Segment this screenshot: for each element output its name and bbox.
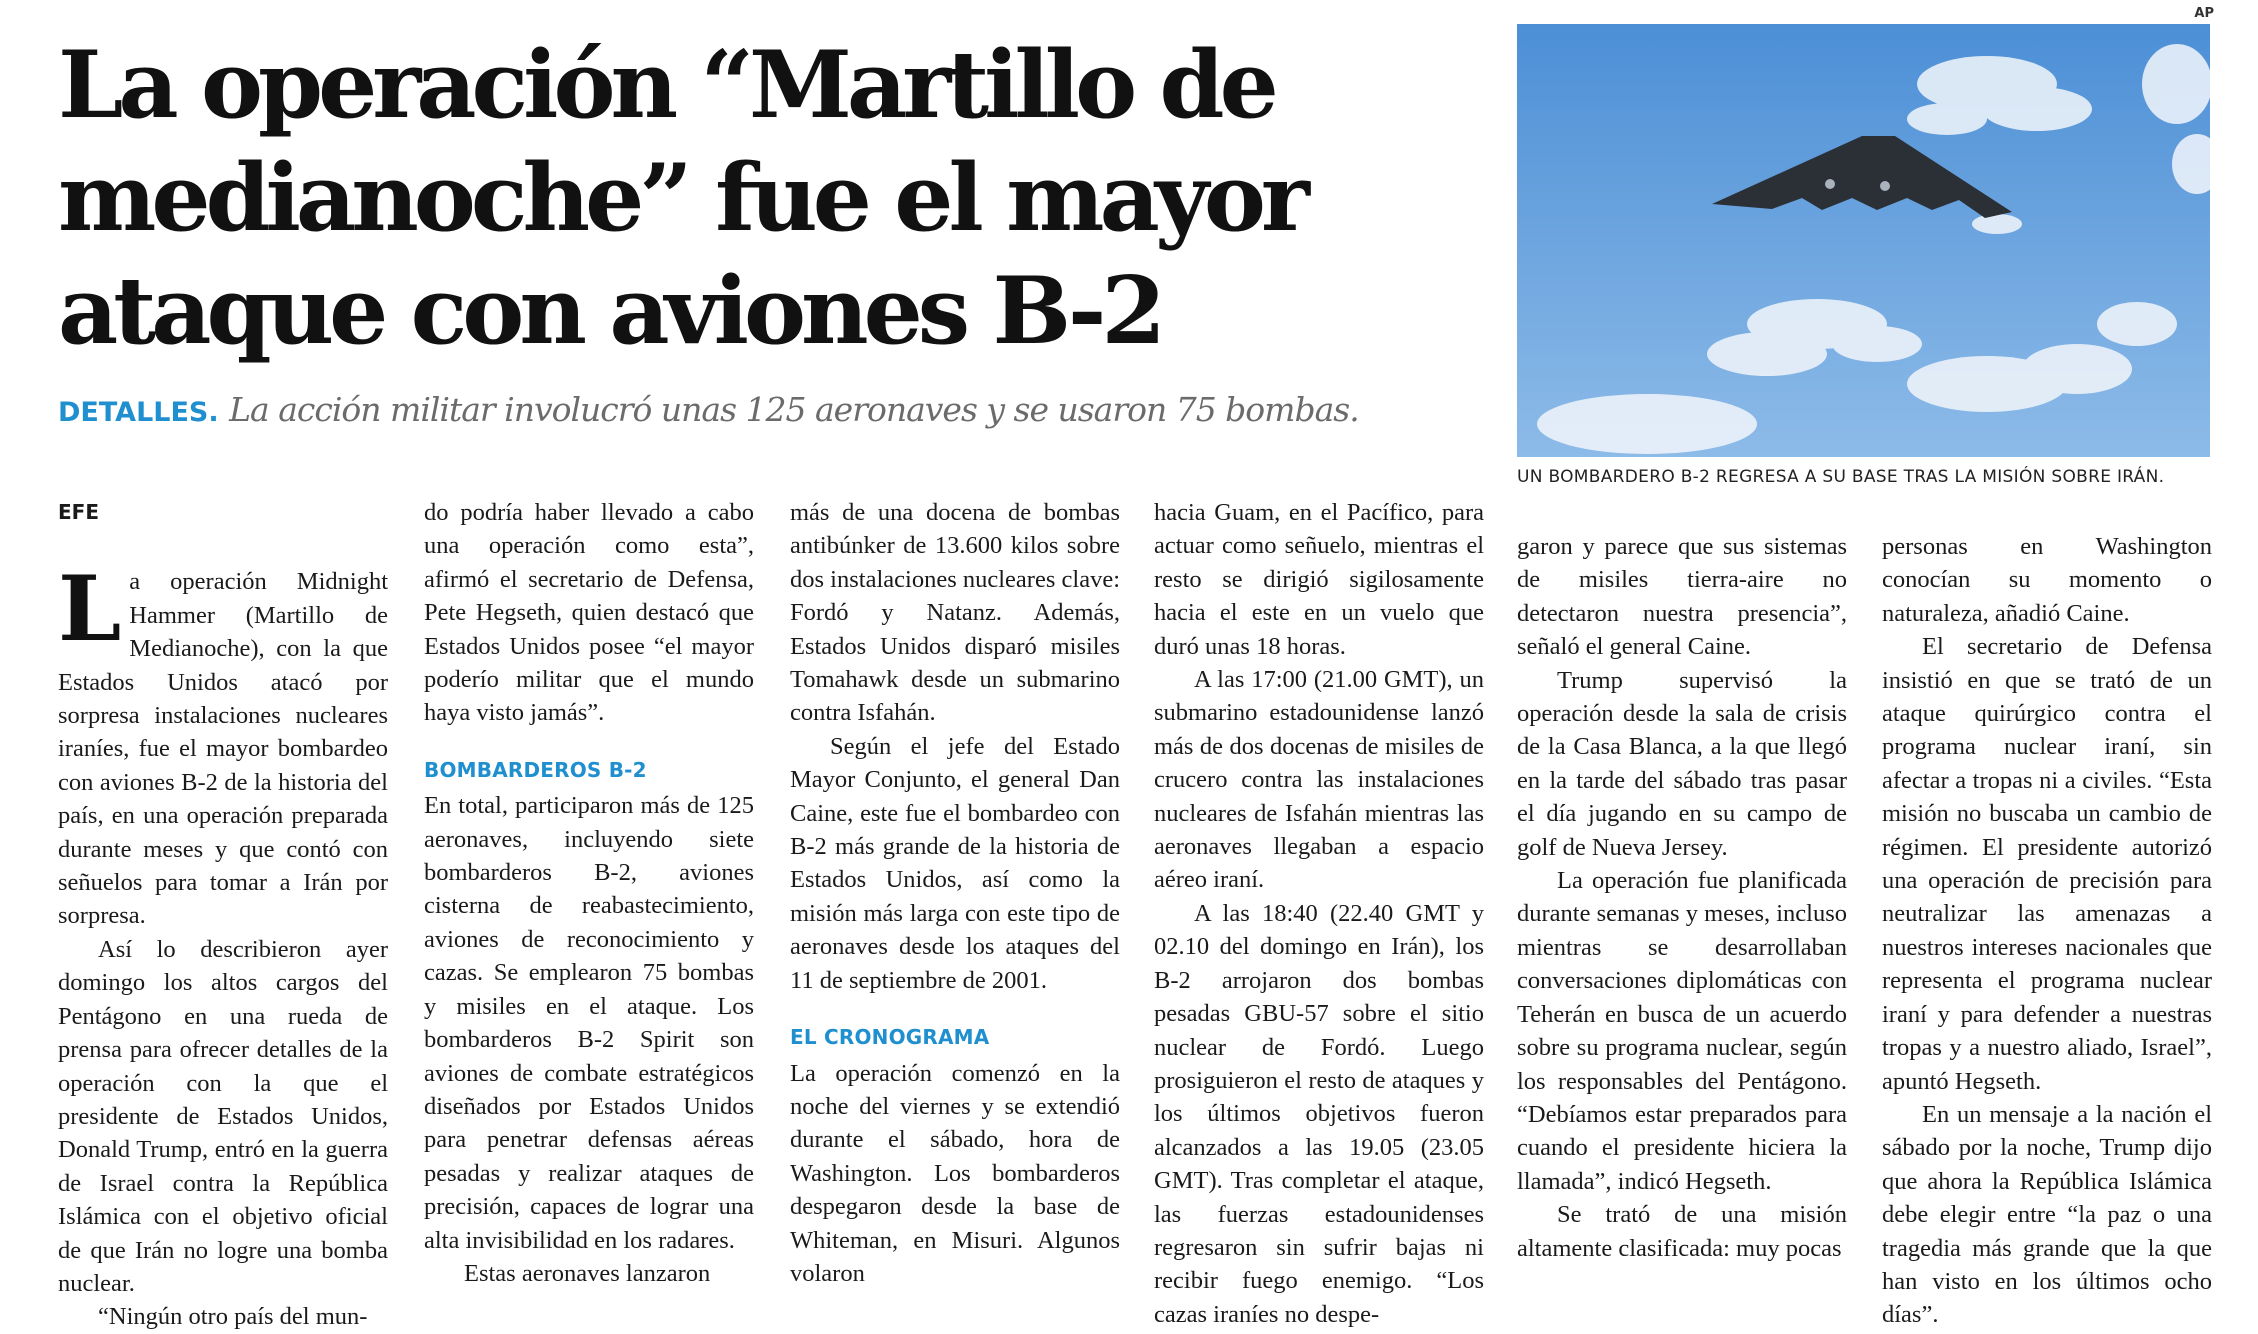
article-paragraph: más de una docena de bombas antibúnker de 13.600 kilos sobre dos instalaciones nucleares clave: Fordó y Natanz. Además, Estados Unidos disparó misiles Tomahawk desde un submarino contra Isfahán. xyxy=(790,499,1120,727)
article-paragraph: Según el jefe del Estado Mayor Conjunto, el general Dan Caine, este fue el bombardeo con B-2 más grande de la historia de Estados Unidos, así como la misión más larga con este tipo de aeronaves desde los ataques del 11 de septiembre de 2001. xyxy=(790,732,1120,994)
photo-caption: UN BOMBARDERO B-2 REGRESA A SU BASE TRAS LA MISIÓN SOBRE IRÁN. xyxy=(1517,467,2165,487)
article-paragraph: El secretario de Defensa insistió en que se trató de un ataque quirúrgico contra el programa nuclear iraní, sin afectar a tropas ni a civiles. “Esta misión no buscaba un cambio de régimen. El presidente autorizó una operación de precisión para neutralizar las amenazas a nuestros intereses nacionales que representa el programa nuclear iraní y para defender a nuestras tropas y a nuestro aliado, Israel”, apuntó Hegseth. xyxy=(1882,633,2212,1095)
article-paragraph: Así lo describieron ayer domingo los altos cargos del Pentágono en una rueda de prensa para ofrecer detalles de la operación con la que el presidente de Estados Unidos, Donald Trump, entró en la guerra de Israel contra la República Islámica con el objetivo oficial de que Irán no logre una bomba nuclear. xyxy=(58,935,388,1297)
sky xyxy=(1517,24,2210,457)
article-paragraph: “Ningún otro país del mun- xyxy=(98,1303,368,1331)
article-paragraph: La operación Midnight Hammer (Martillo de Medianoche), con la que Estados Unidos atacó por sorpresa instalaciones nucleares iraníes, fue el mayor bombardeo con aviones B-2 de la historia del país, en una operación preparada durante meses y que contó con señuelos para tomar a Irán por sorpresa. xyxy=(58,556,388,930)
byline: EFE xyxy=(58,500,99,524)
article-paragraph: En un mensaje a la nación el sábado por la noche, Trump dijo que ahora la República Islámica debe elegir entre “la paz o una tragedia más grande que la que han visto en los últimos ocho días”. xyxy=(1882,1100,2212,1329)
article-paragraph: Se trató de una misión altamente clasificada: muy pocas xyxy=(1517,1201,1847,1262)
article-paragraph: hacia Guam, en el Pacífico, para actuar como señuelo, mientras el resto se dirigió sigilosamente hacia el este en un vuelo que duró unas 18 horas. xyxy=(1154,499,1484,660)
drop-cap: L xyxy=(58,556,122,663)
article-column-1 xyxy=(58,496,388,1334)
article-paragraph: Trump supervisó la operación desde la sala de crisis de la Casa Blanca, a la que llegó en la tarde del sábado tras pasar el día jugando en su campo de golf de Nueva Jersey. xyxy=(1517,666,1847,861)
article-paragraph: La operación comenzó en la noche del viernes y se extendió durante el sábado, hora de Washington. Los bombarderos despegaron desde la base de Whiteman, en Misuri. Algunos volaron xyxy=(790,1059,1120,1287)
article-paragraph: personas en Washington conocían su momento o naturaleza, añadió Caine. xyxy=(1882,533,2212,627)
deck-label: DETALLES. xyxy=(58,397,219,428)
article-paragraph: En total, participaron más de 125 aeronaves, incluyendo siete bombarderos B-2, aviones cisterna de reabastecimiento, aviones de reconocimiento y cazas. Se emplearon 75 bombas y misiles en el ataque. Los bombarderos B-2 Spirit son aviones de combate estratégicos diseñados por Estados Unidos para penetrar defensas aéreas pesadas y realizar ataques de precisión, capaces de lograr una alta invisibilidad en los radares. xyxy=(424,792,754,1254)
article-paragraph: La operación fue planificada durante semanas y meses, incluso mientras se desarrollaban conversaciones diplomáticas con Teherán en busca de un acuerdo sobre su programa nuclear, según los responsables del Pentágono. “Debíamos estar preparados para cuando el presidente hiciera la llamada”, indicó Hegseth. xyxy=(1517,867,1847,1195)
deck xyxy=(58,388,1478,435)
article-column-6 xyxy=(1882,530,2212,1332)
headline: La operación “Martillo de medianoche” fue el mayor ataque con aviones B-2 xyxy=(58,30,1305,365)
article-paragraph: do podría haber llevado a cabo una operación como esta”, afirmó el secretario de Defensa, Pete Hegseth, quien destacó que Estados Unidos posee “el mayor poderío militar que el mundo haya visto jamás”. xyxy=(424,499,754,727)
article-column-2 xyxy=(424,496,754,1290)
article-paragraph: A las 17:00 (21.00 GMT), un submarino estadounidense lanzó más de dos docenas de misiles de crucero contra las instalaciones nucleares de Isfahán mientras las aeronaves llegaban a espacio aéreo iraní. xyxy=(1154,666,1484,894)
article-column-3 xyxy=(790,496,1120,1290)
subhead-bombarderos: BOMBARDEROS B-2 xyxy=(424,757,647,782)
photo-credit: AP xyxy=(2194,6,2214,21)
article-column-5 xyxy=(1517,530,1847,1265)
bomber-photo xyxy=(1517,24,2210,457)
article-paragraph: garon y parece que sus sistemas de misiles tierra-aire no detectaron nuestra presencia”, señaló el general Caine. xyxy=(1517,533,1847,661)
article-paragraph: A las 18:40 (22.40 GMT y 02.10 del domingo en Irán), los B-2 arrojaron dos bombas pesadas GBU-57 sobre el sitio nuclear de Fordó. Luego prosiguieron el resto de ataques y los últimos objetivos fueron alcanzados a las 19.05 (23.05 GMT). Tras completar el ataque, las fuerzas estadounidenses regresaron sin sufrir bajas ni recibir fuego enemigo. “Los cazas iraníes no despe- xyxy=(1154,899,1484,1328)
article-column-4 xyxy=(1154,496,1484,1331)
subhead-cronograma: EL CRONOGRAMA xyxy=(790,1025,990,1050)
deck-text: La acción militar involucró unas 125 aeronaves y se usaron 75 bombas. xyxy=(229,390,1359,429)
article-paragraph: Estas aeronaves lanzaron xyxy=(464,1259,711,1287)
